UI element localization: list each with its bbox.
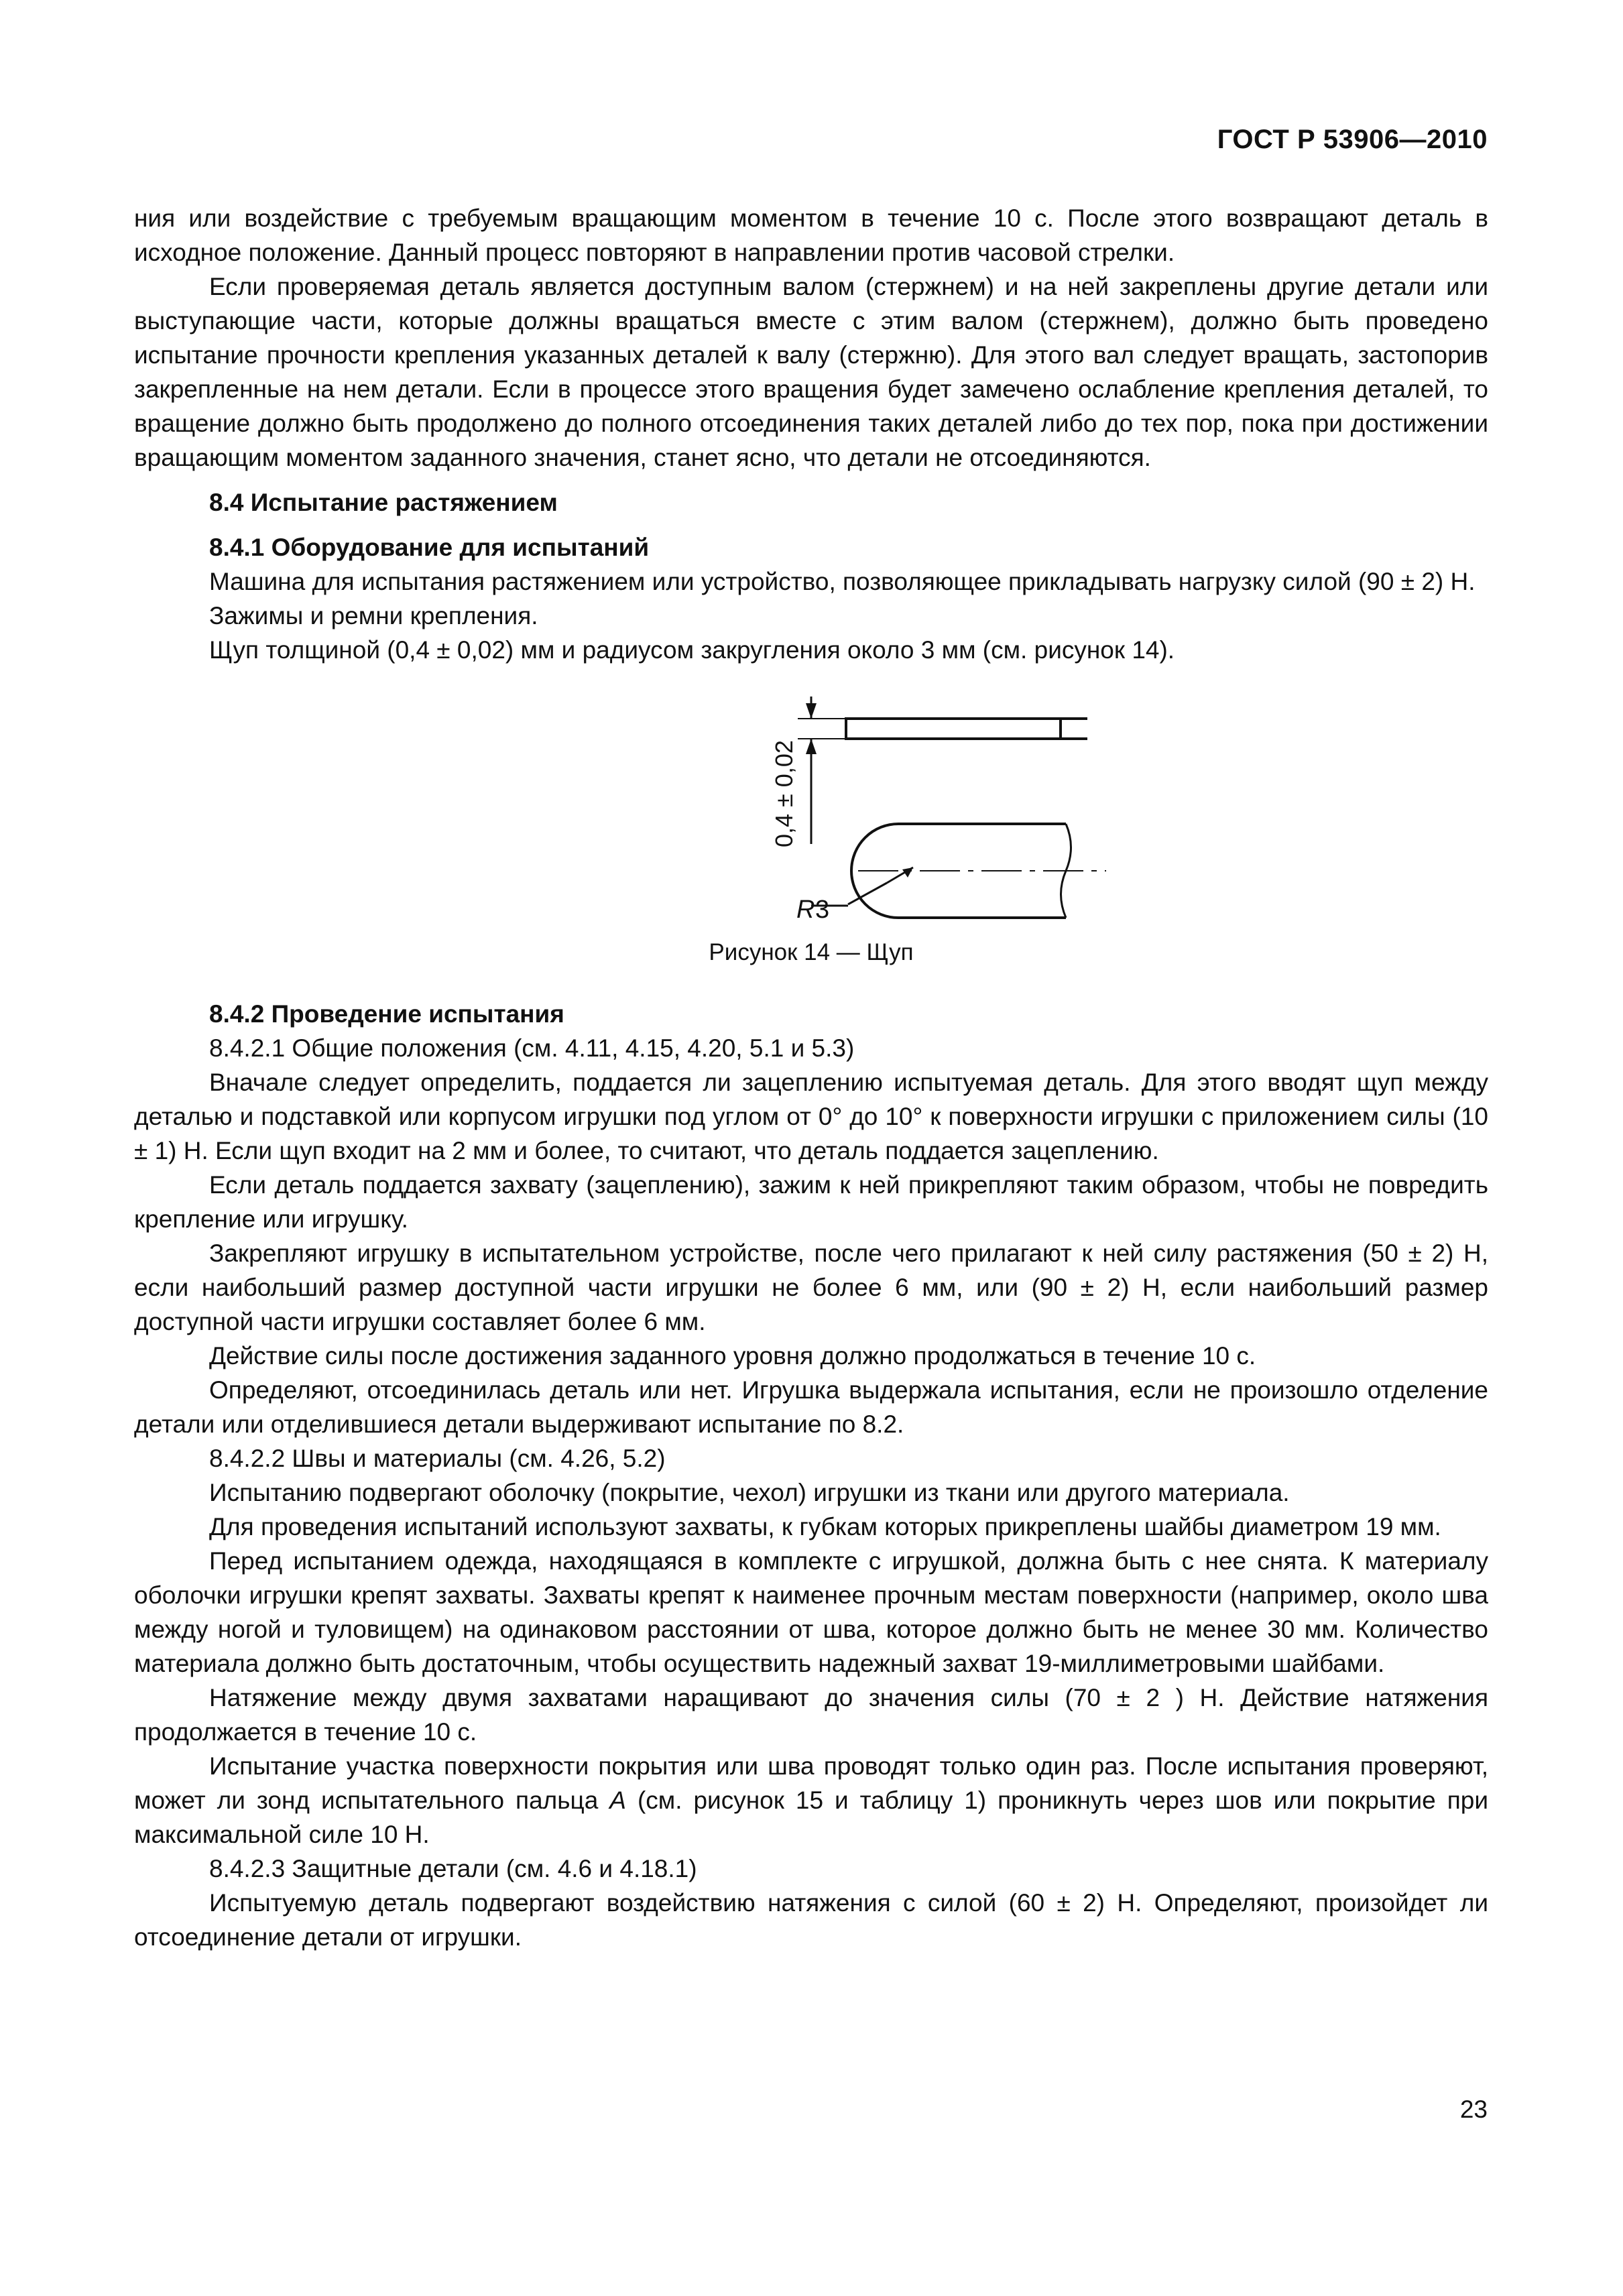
paragraph: Вначале следует определить, поддается ли зацеплению испытуемая деталь. Для этого вводят щуп между деталью и подставкой или корпусом игрушки под углом от 0° до 10° к поверхности игрушки с приложением силы (10 ± 1) Н. Если щуп входит на 2 мм и более, то считают, что деталь поддается зацеплению.	[134, 1069, 1488, 1164]
probe-strip-outline	[846, 719, 1061, 739]
section-heading-8-4: 8.4 Испытание растяжением	[209, 489, 558, 516]
probe-drawing	[637, 697, 1120, 938]
figure-caption: Рисунок 14 — Щуп	[709, 939, 914, 965]
paragraph	[134, 1749, 1488, 1852]
arrowhead	[806, 739, 817, 754]
finger-label: А	[609, 1787, 626, 1814]
document-body	[134, 201, 1488, 1954]
figure-14-probe	[134, 675, 1488, 997]
paragraph: Испытуемую деталь подвергают воздействию натяжения с силой (60 ± 2) Н. Определяют, произойдет ли отсоединение детали от игрушки.	[134, 1889, 1488, 1951]
paragraph: Действие силы после достижения заданного уровня должно продолжаться в течение 10 с.	[209, 1342, 1256, 1370]
paragraph: Испытанию подвергают оболочку (покрытие, чехол) игрушки из ткани или другого материала.	[209, 1479, 1290, 1506]
paragraph-text: (см. рисунок 15 и таблицу 1) проникнуть через шов или покрытие при максимальной силе 10 Н.	[134, 1787, 1489, 1848]
thickness-dimension-label: 0,4 ± 0,02	[770, 740, 798, 847]
section-heading-8-4-2: 8.4.2 Проведение испытания	[209, 1000, 564, 1028]
radius-letter: R	[796, 896, 815, 924]
paragraph: Если проверяемая деталь является доступным валом (стержнем) и на ней закреплены другие детали или выступающие части, которые должны вращаться вместе с этим валом (стержнем), должно быть проведено испытание прочности крепления указанных деталей к валу (стержню). Для этого вал следует вращать, застопорив закрепленные на нем детали. Если в процессе этого вращения будет замечено ослабление крепления деталей, то вращение должно быть продолжено до полного отсоединения таких деталей либо до тех пор, пока при достижении вращающим моментом заданного значения, станет ясно, что детали не отсоединяются.	[134, 273, 1488, 471]
paragraph: 8.4.2.1 Общие положения (см. 4.11, 4.15, 4.20, 5.1 и 5.3)	[209, 1034, 855, 1062]
paragraph-text: Испытание участка поверхности покрытия или шва проводят только один раз. После испытания проверяют, может ли зонд испытательного пальца	[134, 1752, 1488, 1814]
paragraph: 8.4.2.3 Защитные детали (см. 4.6 и 4.18.1)	[209, 1855, 697, 1882]
paragraph: Определяют, отсоединилась деталь или нет. Игрушка выдержала испытания, если не произошло отделение детали или отделившиеся детали выдерживают испытание по 8.2.	[134, 1376, 1488, 1438]
paragraph: 8.4.2.2 Швы и материалы (см. 4.26, 5.2)	[209, 1445, 666, 1472]
radius-value: 3	[815, 896, 830, 924]
arrowhead	[806, 703, 817, 719]
paragraph: Для проведения испытаний используют захваты, к губкам которых прикреплены шайбы диаметром 19 мм.	[209, 1513, 1441, 1540]
page-number: 23	[1459, 2096, 1488, 2123]
paragraph: Зажимы и ремни крепления.	[209, 602, 538, 629]
paragraph: ния или воздействие с требуемым вращающим моментом в течение 10 с. После этого возвращают деталь в исходное положение. Данный процесс повторяют в направлении против часовой стрелки.	[134, 204, 1488, 266]
page-header-doc-code: ГОСТ Р 53906—2010	[1217, 125, 1488, 154]
paragraph: Щуп толщиной (0,4 ± 0,02) мм и радиусом закругления около 3 мм (см. рисунок 14).	[209, 636, 1175, 664]
paragraph: Натяжение между двумя захватами наращивают до значения силы (70 ± 2 ) Н. Действие натяжения продолжается в течение 10 с.	[134, 1684, 1488, 1746]
paragraph: Перед испытанием одежда, находящаяся в комплекте с игрушкой, должна быть с нее снята. К материалу оболочки игрушки крепят захваты. Захваты крепят к наименее прочным местам поверхности (например, около шва между ногой и туловищем) на одинаковом расстоянии от шва, которое должно быть не менее 30 мм. Количество материала должно быть достаточным, чтобы осуществить надежный захват 19-миллиметровыми шайбами.	[134, 1547, 1488, 1677]
paragraph: Если деталь поддается захвату (зацеплению), зажим к ней прикрепляют таким образом, чтобы не повредить крепление или игрушку.	[134, 1171, 1488, 1233]
section-heading-8-4-1: 8.4.1 Оборудование для испытаний	[209, 534, 650, 561]
paragraph: Машина для испытания растяжением или устройство, позволяющее прикладывать нагрузку силой (90 ± 2) Н.	[209, 568, 1476, 595]
paragraph: Закрепляют игрушку в испытательном устройстве, после чего прилагают к ней силу растяжения (50 ± 2) Н, если наибольший размер доступной части игрушки не более 6 мм, или (90 ± 2) Н, если наибольший размер доступной части игрушки составляет более 6 мм.	[134, 1240, 1488, 1335]
